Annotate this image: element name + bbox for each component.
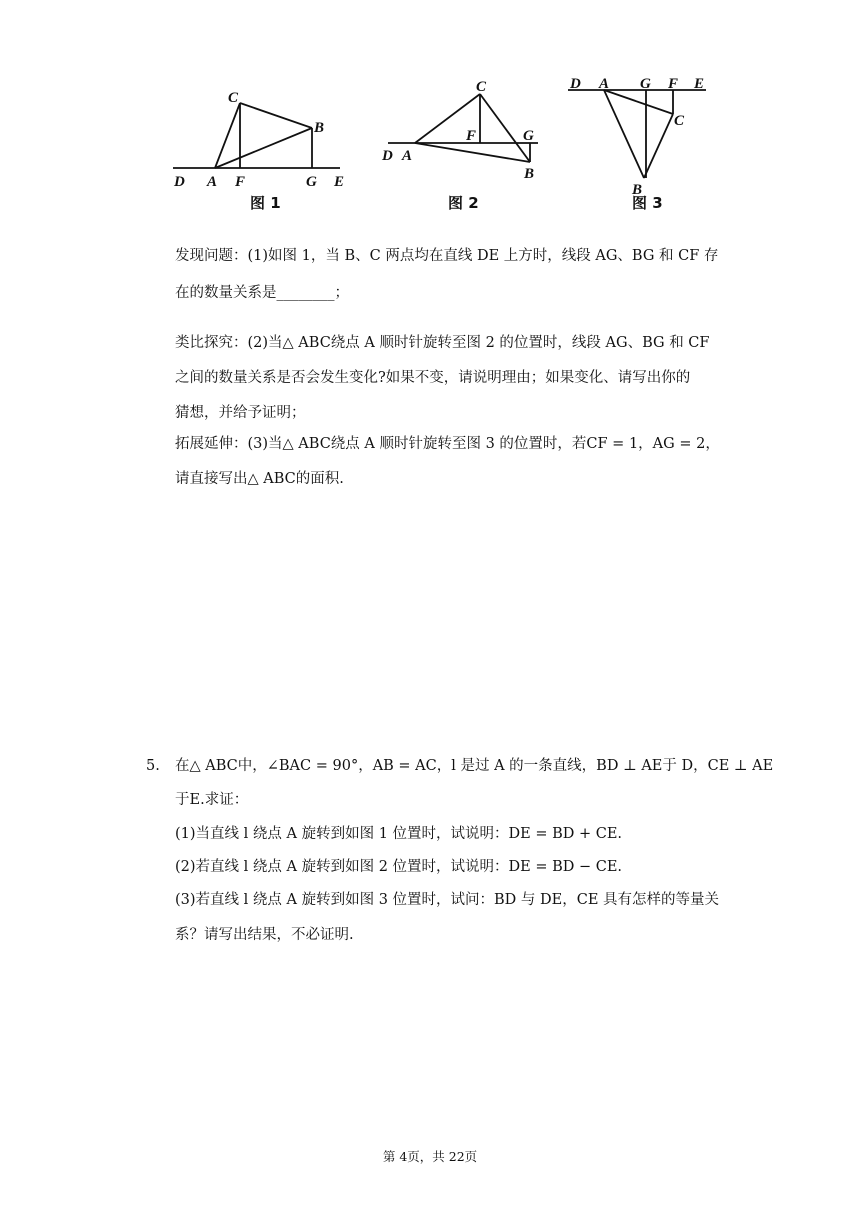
label-E: E (334, 174, 345, 190)
p4-q1-line1: 发现问题：(1)如图 1，当 B、C 两点均在直线 DE 上方时，线段 AG、BG 和 CF 存 (175, 248, 719, 264)
label-F: F (466, 128, 477, 144)
label-G: G (640, 76, 651, 92)
p5-line5: (3)若直线 l 绕点 A 旋转到如图 3 位置时，试问：BD 与 DE，CE 具有怎样的等量关 (175, 892, 720, 908)
p4-q1-line2: 在的数量关系是________； (175, 285, 349, 301)
p4-q2-line3: 猜想，并给予证明； (175, 405, 306, 421)
label-A: A (402, 148, 413, 164)
label-D: D (570, 76, 581, 92)
label-E: E (694, 76, 705, 92)
p4-q3-line1: 拓展延伸：(3)当△ ABC绕点 A 顺时针旋转至图 3 的位置时，若CF = 1，AG = 2， (175, 436, 720, 452)
figure-2 (380, 70, 550, 220)
figure-3 (566, 70, 716, 220)
problem-5-number: 5. (146, 758, 160, 774)
p5-line6: 系？请写出结果，不必证明. (175, 927, 354, 943)
figure-1-caption: 图 1 (250, 194, 281, 212)
label-D: D (174, 174, 185, 190)
label-F: F (668, 76, 679, 92)
label-F: F (235, 174, 246, 190)
p4-q2-line1: 类比探究：(2)当△ ABC绕点 A 顺时针旋转至图 2 的位置时，线段 AG、BG 和 CF (175, 335, 710, 351)
label-B: B (314, 120, 325, 136)
label-B: B (632, 182, 643, 198)
label-C: C (674, 113, 685, 129)
p4-q2-line2: 之间的数量关系是否会发生变化?如果不变，请说明理由；如果变化、请写出你的 (175, 370, 691, 386)
figure-3-caption: 图 3 (632, 194, 663, 212)
p4-q3-line2: 请直接写出△ ABC的面积. (175, 471, 344, 487)
label-G: G (306, 174, 317, 190)
p5-line3: (1)当直线 l 绕点 A 旋转到如图 1 位置时，试说明：DE = BD + CE. (175, 826, 623, 842)
label-A: A (207, 174, 218, 190)
p5-line4: (2)若直线 l 绕点 A 旋转到如图 2 位置时，试说明：DE = BD − CE. (175, 859, 623, 875)
label-A: A (599, 76, 610, 92)
figure-1 (170, 70, 350, 220)
figure-2-caption: 图 2 (448, 194, 479, 212)
page-footer: 第 4页，共 22页 (382, 1149, 478, 1164)
label-C: C (228, 90, 239, 106)
p5-line1: 在△ ABC中，∠BAC = 90°，AB = AC，l 是过 A 的一条直线，BD ⊥ AE于 D，CE ⊥ AE (175, 758, 774, 774)
p5-line2: 于E.求证： (175, 792, 249, 808)
label-B: B (524, 166, 535, 182)
label-D: D (382, 148, 393, 164)
label-C: C (476, 79, 487, 95)
label-G: G (523, 128, 534, 144)
